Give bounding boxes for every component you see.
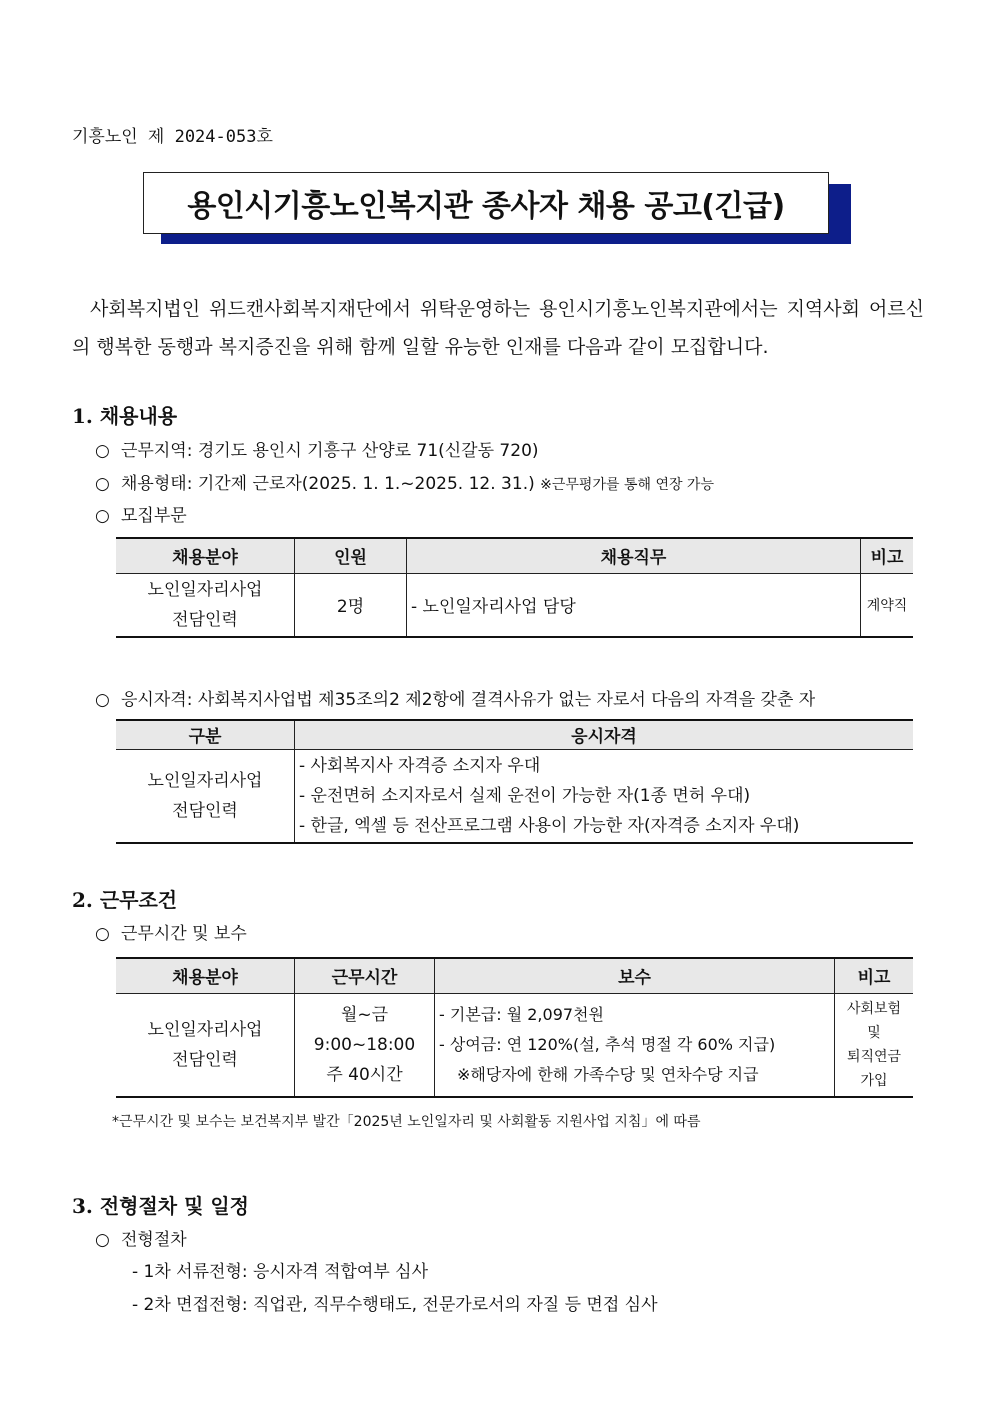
title-block bbox=[143, 172, 849, 244]
field-line: 전담인력 bbox=[172, 800, 238, 821]
remark-line: 퇴직연금 bbox=[846, 1048, 902, 1065]
process-step-1: - 1차 서류전형: 응시자격 적합여부 심사 bbox=[132, 1262, 429, 1282]
hours-line: 월~금 bbox=[340, 1004, 389, 1025]
work-hours-cell bbox=[295, 993, 435, 1097]
work-pay-cell bbox=[435, 993, 835, 1097]
employment-note: ※근무평가를 통해 연장 가능 bbox=[540, 477, 714, 493]
bullet-process bbox=[95, 1225, 187, 1250]
hours-label: 근무시간 및 보수 bbox=[121, 924, 247, 944]
qualification-table bbox=[116, 719, 913, 844]
recruit-label: 모집부문 bbox=[121, 506, 187, 526]
recruit-header-field: 채용분야 bbox=[116, 538, 295, 573]
bullet-location bbox=[95, 436, 539, 461]
recruit-header-duty: 채용직무 bbox=[407, 538, 861, 573]
section-3-heading: 3. 전형절차 및 일정 bbox=[72, 1194, 250, 1218]
footnote: *근무시간 및 보수는 보건복지부 발간「2025년 노인일자리 및 사회활동 지원사업 지침」에 따름 bbox=[112, 1114, 701, 1130]
qual-header-category: 구분 bbox=[116, 720, 295, 749]
process-label: 전형절차 bbox=[121, 1230, 187, 1250]
bullet-employment-type bbox=[95, 469, 714, 494]
field-line: 노인일자리사업 bbox=[147, 770, 263, 791]
remark-line: 가입 bbox=[860, 1072, 888, 1089]
pay-line: - 상여금: 연 120%(설, 추석 명절 각 60% 지급) bbox=[439, 1034, 776, 1054]
qual-header-requirements: 응시자격 bbox=[295, 720, 914, 749]
recruit-header-remark: 비고 bbox=[861, 538, 914, 573]
work-conditions-table bbox=[116, 957, 913, 1098]
bullet-mark: ○ bbox=[95, 441, 110, 461]
qual-item: - 사회복지사 자격증 소지자 우대 bbox=[299, 755, 541, 776]
recruit-remark-cell: 계약직 bbox=[861, 573, 914, 637]
bullet-mark: ○ bbox=[95, 1230, 110, 1250]
field-line: 노인일자리사업 bbox=[147, 1019, 263, 1040]
employment-type-text: 채용형태: 기간제 근로자(2025. 1. 1.~2025. 12. 31.) bbox=[121, 474, 535, 494]
field-line: 전담인력 bbox=[172, 1049, 238, 1070]
bullet-mark: ○ bbox=[95, 690, 110, 710]
field-line: 전담인력 bbox=[172, 609, 238, 630]
qual-items-cell bbox=[295, 749, 914, 843]
qualification-text: 응시자격: 사회복지사업법 제35조의2 제2항에 결격사유가 없는 자로서 다음의 자격을 갖춘 자 bbox=[121, 690, 816, 710]
hours-line: 9:00~18:00 bbox=[313, 1034, 416, 1055]
location-text: 근무지역: 경기도 용인시 기흥구 산양로 71(신갈동 720) bbox=[121, 441, 539, 461]
qual-field-cell bbox=[116, 749, 295, 843]
work-remark-cell bbox=[835, 993, 914, 1097]
section-2-heading: 2. 근무조건 bbox=[72, 888, 178, 912]
recruit-table bbox=[116, 537, 913, 638]
remark-line: 및 bbox=[867, 1024, 881, 1041]
bullet-qualification bbox=[95, 685, 815, 710]
bullet-mark: ○ bbox=[95, 474, 110, 494]
section-1-heading: 1. 채용내용 bbox=[72, 404, 178, 428]
bullet-mark: ○ bbox=[95, 506, 110, 526]
work-header-remark: 비고 bbox=[835, 958, 914, 993]
hours-line: 주 40시간 bbox=[326, 1064, 403, 1085]
pay-note: ※해당자에 한해 가족수당 및 연차수당 지급 bbox=[457, 1064, 759, 1084]
recruit-field-cell bbox=[116, 573, 295, 637]
qual-item: - 운전면허 소지자로서 실제 운전이 가능한 자(1종 면허 우대) bbox=[299, 785, 751, 806]
intro-paragraph bbox=[72, 290, 924, 366]
work-header-pay: 보수 bbox=[435, 958, 835, 993]
qual-item: - 한글, 엑셀 등 전산프로그램 사용이 가능한 자(자격증 소지자 우대) bbox=[299, 815, 800, 836]
recruit-count-cell: 2명 bbox=[295, 573, 407, 637]
bullet-recruit bbox=[95, 501, 187, 526]
work-header-field: 채용분야 bbox=[116, 958, 295, 993]
work-field-cell bbox=[116, 993, 295, 1097]
page-title: 용인시기흥노인복지관 종사자 채용 공고(긴급) bbox=[143, 172, 829, 234]
bullet-mark: ○ bbox=[95, 924, 110, 944]
recruit-duty-cell: - 노인일자리사업 담당 bbox=[407, 573, 861, 637]
field-line: 노인일자리사업 bbox=[147, 579, 263, 600]
remark-line: 사회보험 bbox=[846, 1000, 902, 1017]
pay-line: - 기본급: 월 2,097천원 bbox=[439, 1004, 604, 1024]
intro-text: 사회복지법인 위드캔사회복지재단에서 위탁운영하는 용인시기흥노인복지관에서는 지역사회 어르신의 행복한 동행과 복지증진을 위해 함께 일할 유능한 인재를 다음과 같이 모집합니다. bbox=[72, 298, 924, 358]
document-number: 기흥노인 제 2024-053호 bbox=[72, 127, 273, 147]
recruit-header-count: 인원 bbox=[295, 538, 407, 573]
process-step-2: - 2차 면접전형: 직업관, 직무수행태도, 전문가로서의 자질 등 면접 심사 bbox=[132, 1295, 658, 1315]
bullet-hours bbox=[95, 919, 247, 944]
work-header-hours: 근무시간 bbox=[295, 958, 435, 993]
